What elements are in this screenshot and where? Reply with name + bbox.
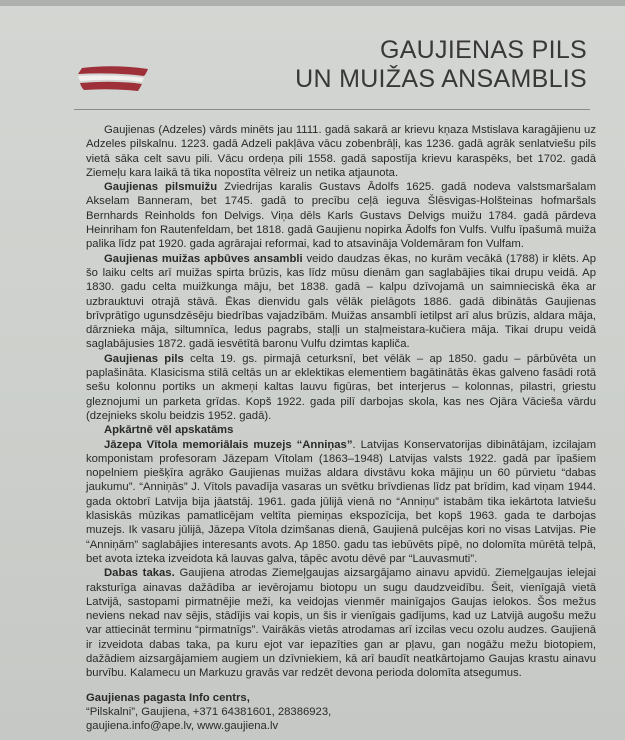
- latvian-flag-icon: [76, 66, 150, 92]
- title-divider: [74, 109, 590, 110]
- paragraph-museum: Jāzepa Vītola memoriālais muzejs “Anniņas”. Latvijas Konservatorijas dibinātājam, izcilajam komponistam profesoram Jāzepam Vītolam (1863–1948) Latvijas valsts 1922. gadā par īpašiem nopelniem piešķīra agrāko Gaujienas muižas aldara divstāvu koka mājiņu un 60 pūrvietu “dabas jaukumu”. “Anniņās” J. Vītols pavadīja vasaras un svētku brīvdienas līdz pat brīdim, kad viņam 1944. gada oktobrī Latvija bija jāatstāj. 1961. gada jūlijā vienā no “Anniņu” istabām tika iekārtota latviešu klasiskās mūzikas pamatlicējam veltīta piemiņas ekspozīcija, bet kopš 1963. gada te darbojas muzejs. Ik vasaru jūlijā, Jāzepa Vītola dzimšanas dienā, Gaujienā pulcējas kori no visas Latvijas. Pie “Anniņām” saglabājies interesants avots. Ap 1850. gadu tas iebūvēts pīpē, no dolomīta mūrētā telpā, bet avota izteka izveidota kā lauvas galva, tāpēc avotu dēvē par “Lauvasmuti”.: [86, 438, 596, 565]
- info-heading: Gaujienas pagasta Info centrs,: [86, 691, 250, 704]
- info-centre: [86, 691, 596, 734]
- section-heading: Apkārtnē vēl apskatāms: [104, 424, 234, 437]
- board-top-edge: [0, 0, 625, 6]
- paragraph-manor: Gaujienas pilsmuižu Zviedrijas karalis Gustavs Ādolfs 1625. gadā nodeva valstsmaršalam Akselam Banneram, bet 1745. gadā to precību ceļā ieguva Šlēsvigas-Holšteinas hofmaršals Bernhards Reinholds fon Delvigs. Viņa dēls Karls Gustavs Delvigs muižu 1784. gadā pārdeva Heinriham fon Rautenfeldam, bet 1818. gadā Gaujienu nopirka Ādolfs fon Vulfs. Vulfu īpašumā muiža palika līdz pat 1920. gada agrārajai reformai, kad to atsavināja Voldemāram fon Vulfam.: [86, 181, 596, 251]
- paragraph-history: Gaujienas (Adzeles) vārds minēts jau 1111. gadā sakarā ar krievu kņaza Mstislava karagājienu uz Adzeles pilskalnu. 1223. gadā Adzeli pakļāva vācu zobenbrāļi, kas 1236. gadā agrāk senlatviešu pils vietā sāka celt savu pili. Vācu ordeņa pili 1558. gadā sapostīja krievu karaspēks, bet 1702. gadā Ziemeļu kara laikā tā tika nopostīta vēlreiz un netika atjaunota.: [86, 124, 596, 179]
- paragraph-castle: Gaujienas pils celta 19. gs. pirmajā ceturksnī, bet vēlāk – ap 1850. gadu – pārbūvēta un paplašināta. Klasicisma stilā celtās un ar eklektikas elementiem bagātinātās ēkas galveno fasādi rotā sešu kolonnu portiks un akmeņi kaltas lauvu figūras, bet interjerus – kolonnas, pilastri, griestu gleznojumi un parketa grīdas. Kopš 1922. gada pilī darbojas skola, kas nes Ojāra Vācieša vārdu (dzejnieks skolu beidzis 1952. gadā).: [86, 352, 596, 422]
- info-address: “Pilskalni”, Gaujiena, +371 64381601, 28386923,: [86, 705, 332, 718]
- title-line-2: UN MUIŽAS ANSAMBLIS: [295, 65, 587, 93]
- paragraph-ensemble: Gaujienas muižas apbūves ansambli veido daudzas ēkas, no kurām vecākā (1788) ir klēts. Ap šo laiku celts arī muižas spirta brūzis, kas līdz mūsu dienām gan saglabājies tikai drupu veidā. Ap 1830. gadu celta muižkunga māju, bet 1838. gadā – kalpu dzīvojamā un saimnieciskā ēka ar uzbrauktuvi otrajā stāvā. Ēkas dienvidu gals vēlāk pielāgots 1886. gadā dibinātās Gaujienas brīvprātīgo ugunsdzēsēju biedrības vajadzībām. Muižas ansamblī ietilpst arī alus brūzis, aldara māja, dārznieka māja, siltumnīca, ledus pagrabs, staļļi un staļmeistara-kučiera māja. Tikai drupu veidā saglabājusies 1872. gadā iesvētītā baronu Vulfu dzimtas kapliča.: [86, 252, 596, 351]
- board-title: [187, 36, 587, 94]
- body-text: [86, 123, 596, 733]
- paragraph-nature-trails: Dabas takas. Gaujiena atrodas Ziemeļgaujas aizsargājamo ainavu apvidū. Ziemeļgaujas ielejai raksturīga ainavas dažādība ar ievērojamu biotopu un sugu daudzveidību. Šeit, vienīgajā vietā Latvijā, sastopami pirmatnējie meži, ka veidojas vienmēr mainīgajos Gaujas ielokos. Šos mežus neviens nekad nav sējis, stādījis vai kopis, un šis ir vienīgais gadījums, kad uz Latvijā augošu mežu var attiecināt terminu “pirmatnīgs”. Vairākās vietās atrodamas arī izcilas vecu ozolu audzes. Gaujienā ir izveidota dabas taka, pa kuru ejot var iepazīties gan ar pļavu, gan nogāžu mežu biotopiem, dažādiem aizsargājamiem augiem un dzīvniekiem, kā arī baudīt neatkārtojamo Gaujas krastu ainavu burvību. Kalamecu un Markuzu gravās var redzēt devona perioda dolomīta atsegumus.: [86, 567, 597, 680]
- info-contact: gaujiena.info@ape.lv, www.gaujiena.lv: [86, 720, 279, 733]
- title-line-1: GAUJIENAS PILS: [379, 36, 587, 64]
